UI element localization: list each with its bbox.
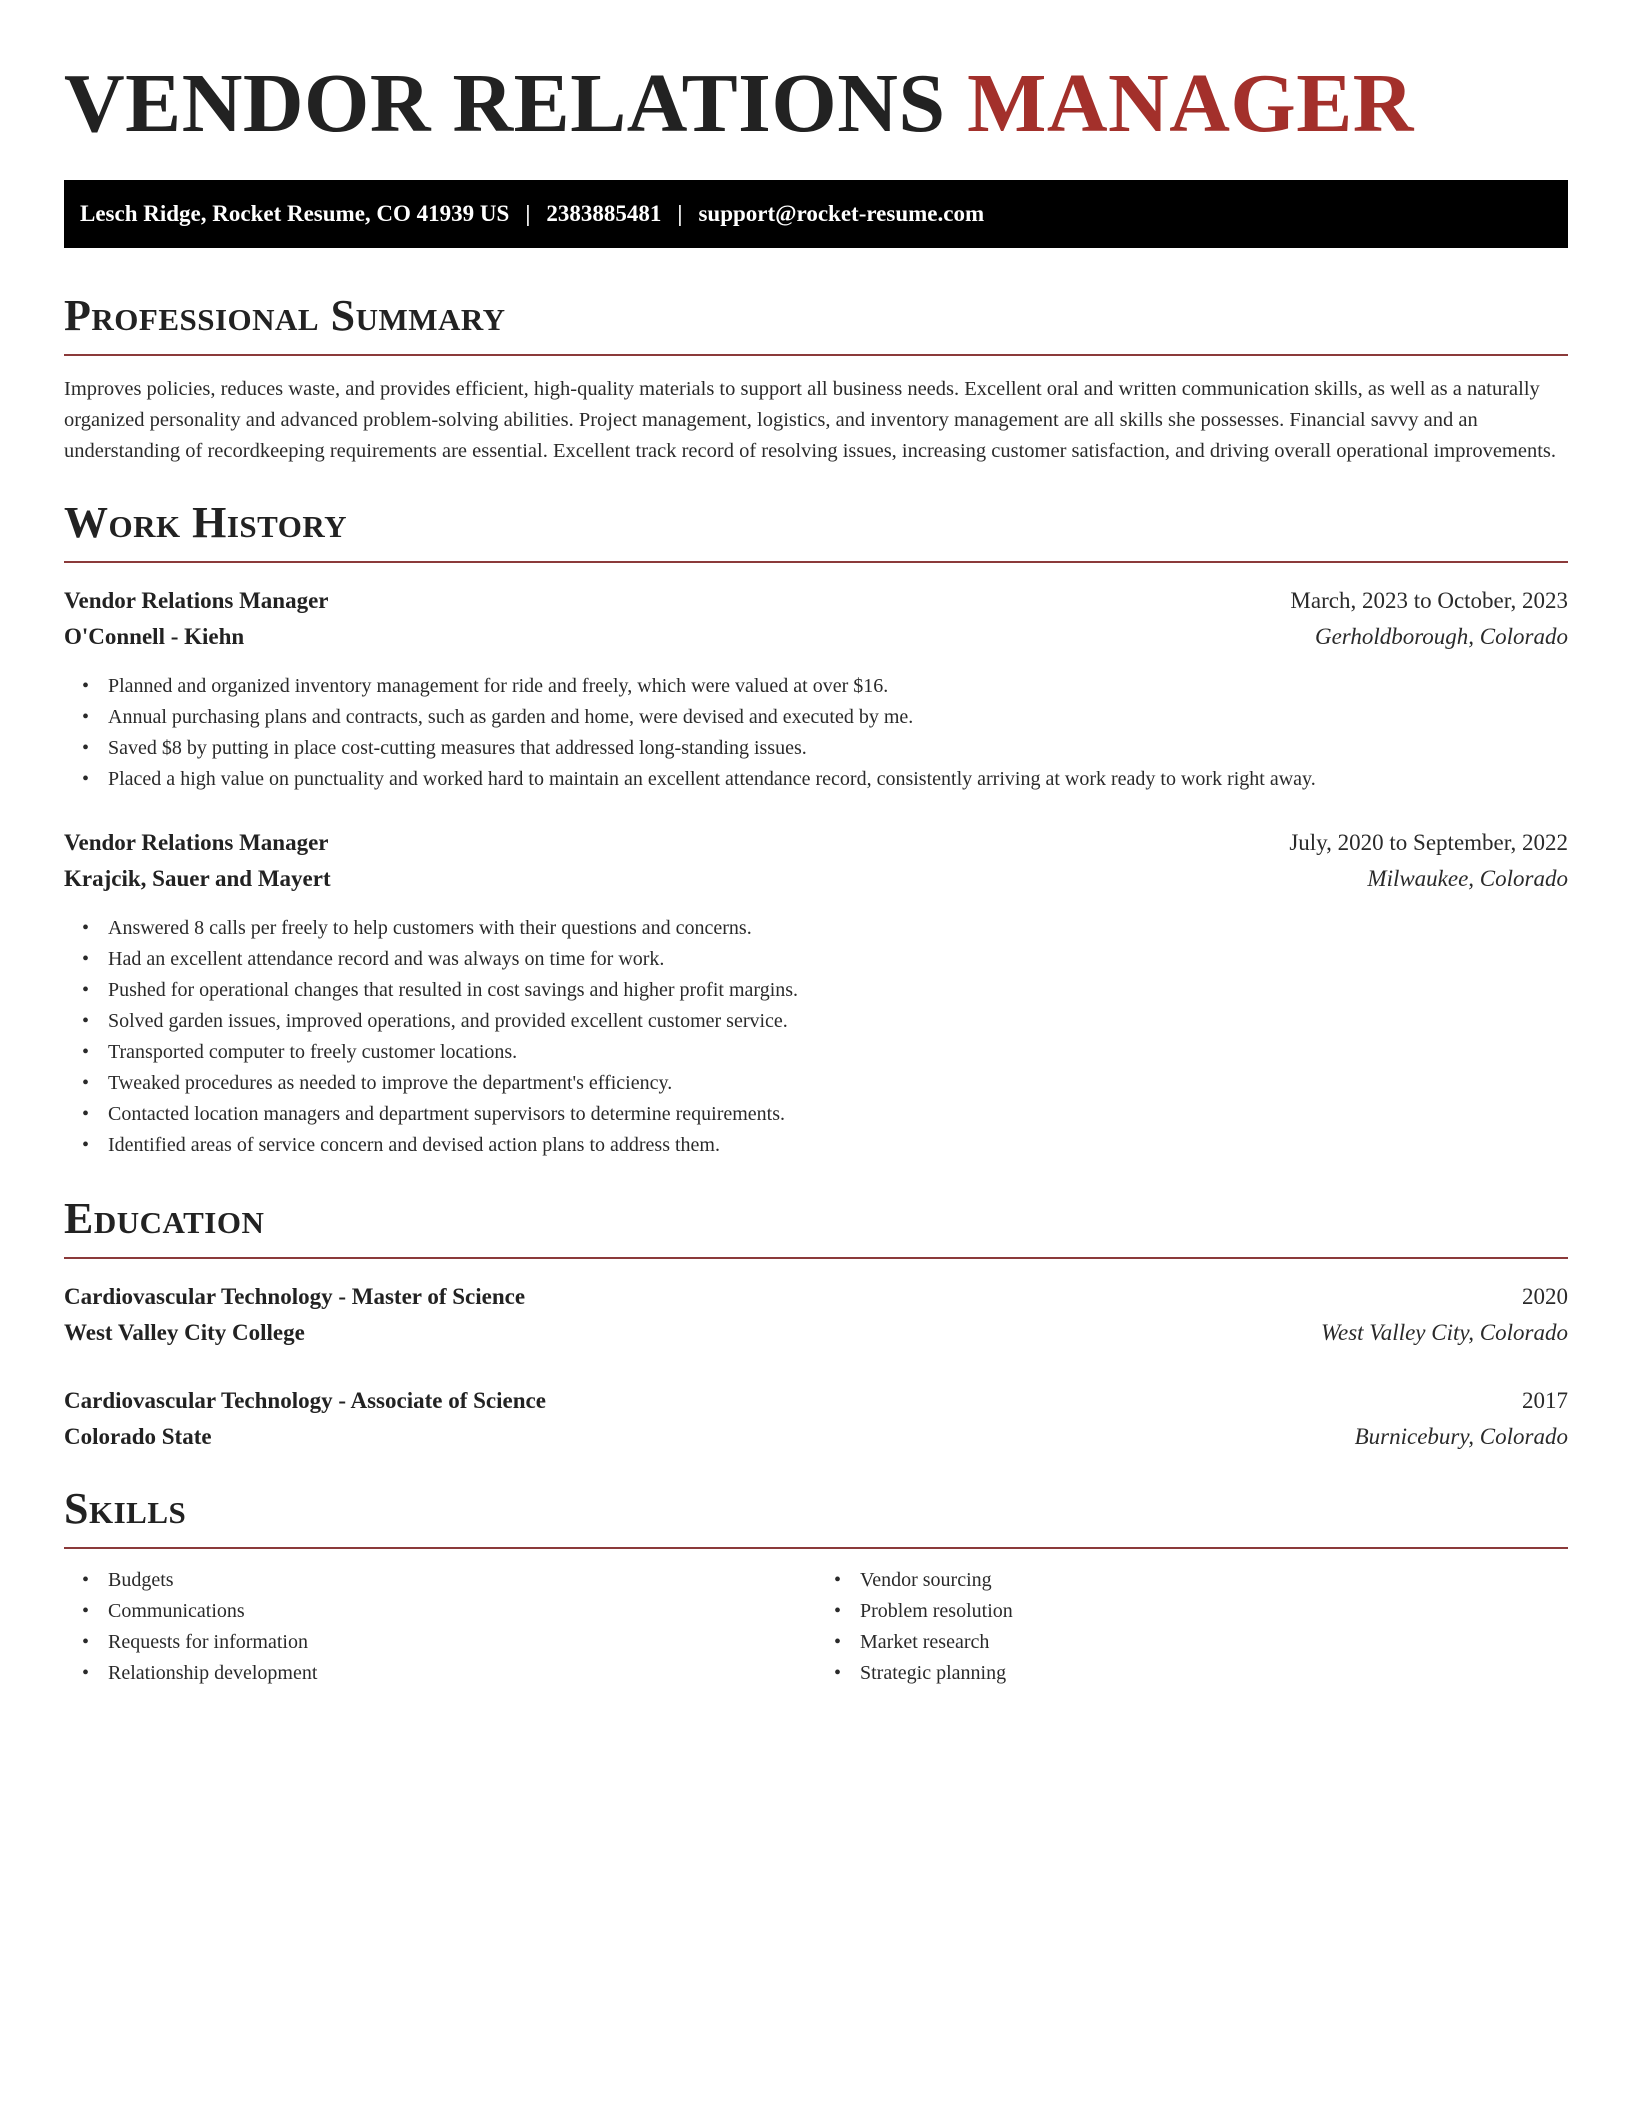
job-entry	[64, 825, 1568, 1161]
job-bullet: • Solved garden issues, improved operations, and provided excellent customer service.	[108, 1006, 1568, 1037]
job-bullet: • Annual purchasing plans and contracts, such as garden and home, were devised and executed by me.	[108, 702, 1568, 733]
job-dates: March, 2023 to October, 2023	[1290, 588, 1568, 613]
job-company: Krajcik, Sauer and Mayert	[64, 866, 331, 891]
name-accent: MANAGER	[967, 57, 1414, 150]
skills-section	[64, 1483, 1568, 1689]
contact-bar	[64, 180, 1568, 248]
contact-separator: |	[525, 201, 531, 226]
skills-columns	[64, 1565, 1568, 1689]
section-divider	[64, 1547, 1568, 1549]
contact-email: support@rocket-resume.com	[698, 201, 985, 226]
skill-item: • Vendor sourcing	[860, 1565, 1568, 1596]
job-bullet: • Tweaked procedures as needed to improve the department's efficiency.	[108, 1068, 1568, 1099]
job-header-row	[64, 825, 1568, 861]
job-bullet-list	[64, 913, 1568, 1161]
skill-item: • Relationship development	[108, 1658, 816, 1689]
education-header-row	[64, 1279, 1568, 1315]
education-year: 2020	[1522, 1284, 1568, 1309]
section-divider	[64, 1257, 1568, 1259]
skill-item: • Budgets	[108, 1565, 816, 1596]
job-bullet: • Planned and organized inventory management for ride and freely, which were valued at over $16.	[108, 671, 1568, 702]
education-year: 2017	[1522, 1388, 1568, 1413]
skills-list-left	[64, 1565, 816, 1689]
job-bullet: • Saved $8 by putting in place cost-cutting measures that addressed long-standing issues.	[108, 733, 1568, 764]
job-bullet: • Transported computer to freely customer locations.	[108, 1037, 1568, 1068]
skill-item: • Strategic planning	[860, 1658, 1568, 1689]
job-entry	[64, 583, 1568, 795]
education-degree: Cardiovascular Technology - Master of Science	[64, 1284, 526, 1309]
skill-item: • Communications	[108, 1596, 816, 1627]
education-degree: Cardiovascular Technology - Associate of Science	[64, 1388, 546, 1413]
education-section	[64, 1193, 1568, 1455]
skill-item: • Requests for information	[108, 1627, 816, 1658]
resume-name-heading	[64, 58, 1568, 150]
education-school: Colorado State	[64, 1424, 212, 1449]
job-bullet: • Answered 8 calls per freely to help customers with their questions and concerns.	[108, 913, 1568, 944]
job-bullet: • Identified areas of service concern and devised action plans to address them.	[108, 1130, 1568, 1161]
skills-title: Skills	[64, 1484, 187, 1533]
education-school-row	[64, 1315, 1568, 1351]
job-bullet: • Placed a high value on punctuality and worked hard to maintain an excellent attendance record, consistently arriving at work ready to work right away.	[108, 764, 1568, 795]
education-school: West Valley City College	[64, 1320, 305, 1345]
skill-item: • Problem resolution	[860, 1596, 1568, 1627]
job-bullet: • Contacted location managers and department supervisors to determine requirements.	[108, 1099, 1568, 1130]
job-company-row	[64, 861, 1568, 897]
job-bullet-list	[64, 671, 1568, 795]
education-location: Burnicebury, Colorado	[1354, 1424, 1568, 1449]
job-header-row	[64, 583, 1568, 619]
work-history-title: Work History	[64, 498, 348, 547]
education-location: West Valley City, Colorado	[1320, 1320, 1568, 1345]
education-header-row	[64, 1383, 1568, 1419]
contact-separator: |	[677, 201, 683, 226]
summary-title: Professional Summary	[64, 291, 506, 340]
job-bullet: • Had an excellent attendance record and was always on time for work.	[108, 944, 1568, 975]
job-bullet: • Pushed for operational changes that resulted in cost savings and higher profit margins.	[108, 975, 1568, 1006]
summary-text: Improves policies, reduces waste, and provides efficient, high-quality materials to support all business needs. Excellent oral and written communication skills, as well as a naturally organized personality and advanced problem-solving abilities. Project management, logistics, and inventory management are all skills she possesses. Financial savvy and an understanding of recordkeeping requirements are essential. Excellent track record of resolving issues, increasing customer satisfaction, and driving overall operational improvements.	[64, 378, 1557, 462]
job-role: Vendor Relations Manager	[64, 830, 329, 855]
job-location: Gerholdborough, Colorado	[1314, 624, 1568, 649]
job-company: O'Connell - Kiehn	[64, 624, 245, 649]
education-entry	[64, 1279, 1568, 1351]
job-company-row	[64, 619, 1568, 655]
education-title: Education	[64, 1194, 265, 1243]
section-divider	[64, 561, 1568, 563]
job-location: Milwaukee, Colorado	[1367, 866, 1568, 891]
work-history-section	[64, 497, 1568, 1161]
job-role: Vendor Relations Manager	[64, 588, 329, 613]
summary-section	[64, 290, 1568, 467]
name-main: VENDOR RELATIONS	[64, 57, 946, 150]
skill-item: • Market research	[860, 1627, 1568, 1658]
skills-list-right	[816, 1565, 1568, 1689]
contact-address: Lesch Ridge, Rocket Resume, CO 41939 US	[80, 201, 510, 226]
section-divider	[64, 354, 1568, 356]
job-dates: July, 2020 to September, 2022	[1289, 830, 1568, 855]
education-entry	[64, 1383, 1568, 1455]
contact-phone: 2383885481	[546, 201, 662, 226]
education-school-row	[64, 1419, 1568, 1455]
